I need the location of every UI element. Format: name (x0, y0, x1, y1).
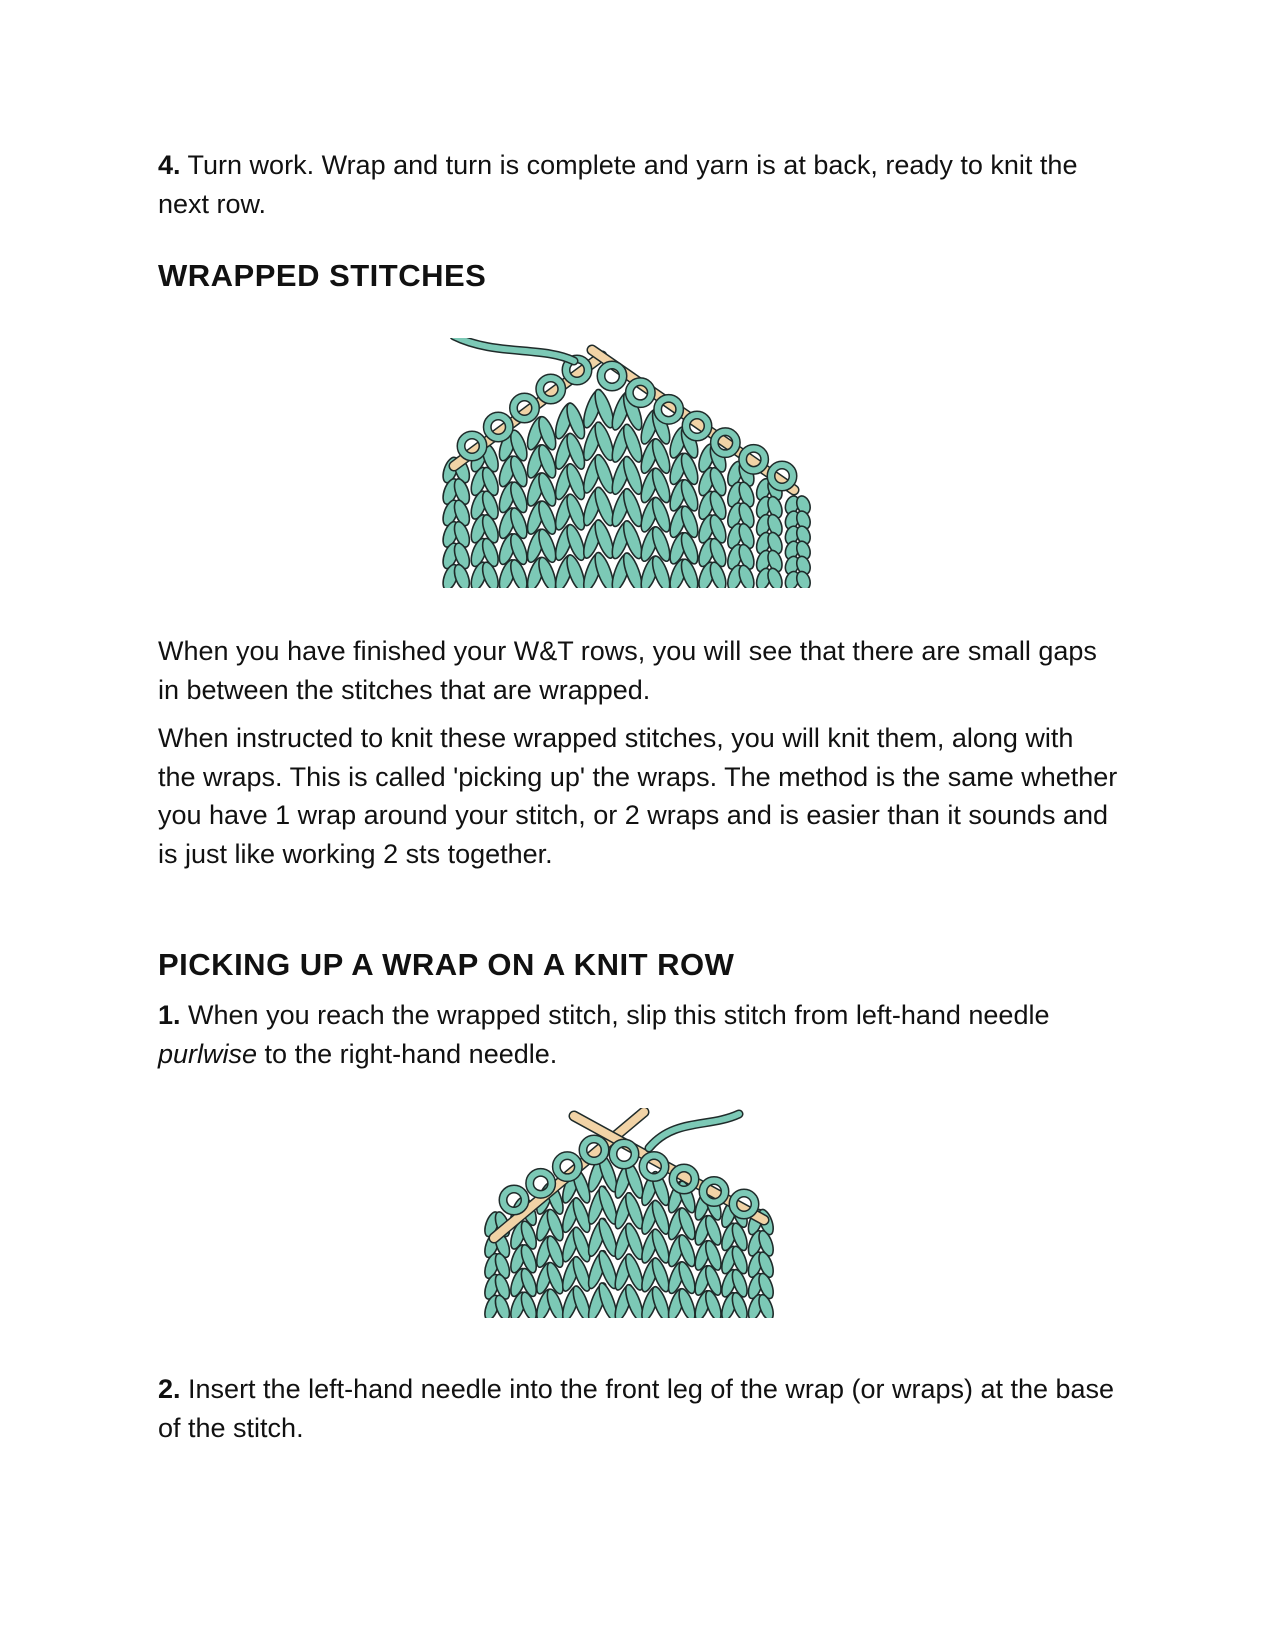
picking-up-heading: PICKING UP A WRAP ON A KNIT ROW (158, 947, 735, 982)
step-text: Insert the left-hand needle into the front leg of the wrap (or wraps) at the base of the stitch. (158, 1374, 1115, 1443)
step-1-paragraph (158, 996, 1118, 1073)
step-text: Turn work. Wrap and turn is complete and yarn is at back, ready to knit the next row. (158, 150, 1078, 219)
step-number: 2. (158, 1374, 181, 1404)
step-number: 1. (158, 1000, 181, 1030)
step-text: When you reach the wrapped stitch, slip this stitch from left-hand needle (180, 1000, 1050, 1030)
step-number: 4. (158, 150, 181, 180)
picking-up-explanation-paragraph: When instructed to knit these wrapped stitches, you will knit them, along with the wraps. This is called 'picking up' the wraps. The method is the same whether you have 1 wrap around your stitch, or 2 wraps and is easier than it sounds and is just like working 2 sts together. (158, 723, 1118, 869)
step-4-paragraph (158, 146, 1118, 223)
knitting-slip-purlwise-illustration (484, 1108, 774, 1318)
knitting-wrapped-stitches-illustration (442, 338, 812, 588)
emphasis-text: purlwise (158, 1038, 258, 1069)
wrapped-gaps-paragraph: When you have finished your W&T rows, you will see that there are small gaps in between the stitches that are wrapped. (158, 636, 1097, 705)
step-2-paragraph (158, 1370, 1118, 1447)
step-text-end: to the right-hand needle. (257, 1038, 558, 1069)
wrapped-stitches-heading: WRAPPED STITCHES (158, 258, 487, 293)
